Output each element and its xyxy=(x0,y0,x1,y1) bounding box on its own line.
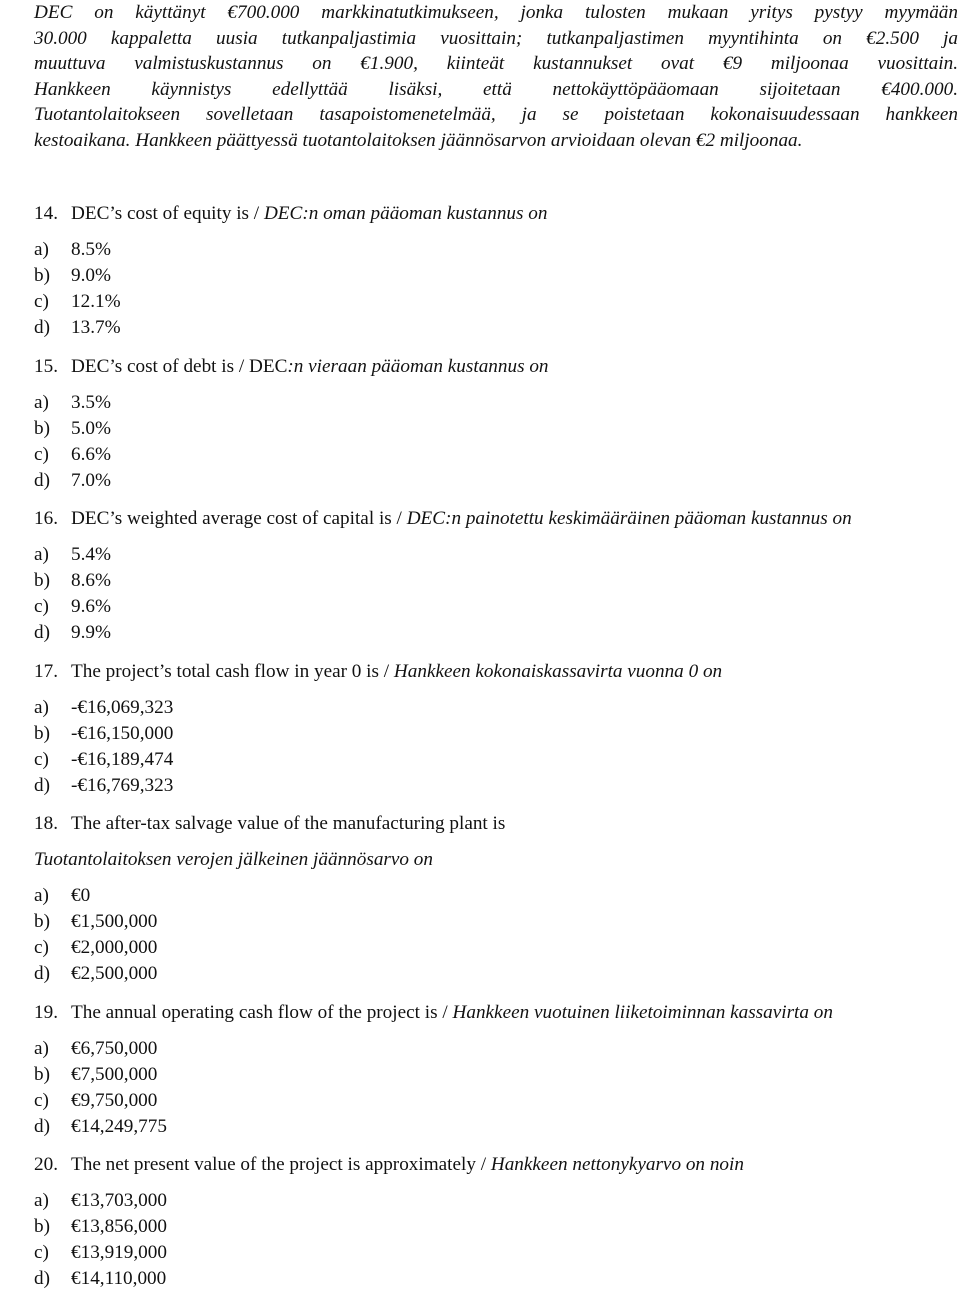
question-finnish: DEC:n painotettu keskimääräinen pääoman kustannus on xyxy=(406,508,852,529)
option-letter: c) xyxy=(34,1090,49,1111)
option-list xyxy=(34,237,958,341)
option-c xyxy=(34,289,958,315)
option-text: -€16,150,000 xyxy=(71,723,174,744)
question-english: The net present value of the project is approximately / xyxy=(71,1154,491,1175)
question-english: DEC’s weighted average cost of capital is / xyxy=(71,508,407,529)
question-19 xyxy=(34,1000,958,1140)
option-c xyxy=(34,747,958,773)
option-text: 6.6% xyxy=(71,444,111,465)
option-text: €14,249,775 xyxy=(71,1116,167,1137)
question-title xyxy=(34,506,958,532)
intro-line: Tuotantolaitokseen sovelletaan tasapoistomenetelmää, ja se poistetaan kokonaisuudessaan hankkeen xyxy=(34,104,958,126)
option-a xyxy=(34,695,958,721)
option-a xyxy=(34,883,958,909)
option-a xyxy=(34,542,958,568)
question-number: 18. xyxy=(34,813,58,834)
option-b xyxy=(34,263,958,289)
question-number: 14. xyxy=(34,203,58,224)
option-list xyxy=(34,1188,958,1292)
option-letter: c) xyxy=(34,444,49,465)
question-number: 16. xyxy=(34,508,58,529)
option-b xyxy=(34,1062,958,1088)
option-d xyxy=(34,773,958,799)
option-list xyxy=(34,390,958,494)
option-letter: b) xyxy=(34,1216,50,1237)
option-text: €13,919,000 xyxy=(71,1242,167,1263)
option-letter: c) xyxy=(34,596,49,617)
option-text: €2,500,000 xyxy=(71,963,158,984)
option-c xyxy=(34,935,958,961)
option-text: 8.5% xyxy=(71,239,111,260)
intro-line: Hankkeen käynnistys edellyttää lisäksi, että nettokäyttöpääomaan sijoitetaan €400.000. xyxy=(34,78,958,100)
question-english: DEC’s cost of debt is / DEC xyxy=(71,356,288,377)
option-text: 3.5% xyxy=(71,392,111,413)
option-text: 9.6% xyxy=(71,596,111,617)
option-text: -€16,069,323 xyxy=(71,697,174,718)
option-letter: d) xyxy=(34,470,50,491)
option-text: €0 xyxy=(71,885,91,906)
question-english: DEC’s cost of equity is / xyxy=(71,203,264,224)
question-english: The annual operating cash flow of the project is / xyxy=(71,1002,453,1023)
question-finnish: Hankkeen nettonykyarvo on noin xyxy=(490,1154,744,1175)
option-text: 9.0% xyxy=(71,265,111,286)
question-english: The project’s total cash flow in year 0 is / xyxy=(71,661,394,682)
option-letter: b) xyxy=(34,723,50,744)
question-title xyxy=(34,201,958,227)
option-text: €13,703,000 xyxy=(71,1190,167,1211)
question-number: 19. xyxy=(34,1002,58,1023)
option-text: €6,750,000 xyxy=(71,1038,158,1059)
question-finnish: Hankkeen kokonaiskassavirta vuonna 0 on xyxy=(393,661,723,682)
option-c xyxy=(34,1088,958,1114)
option-d xyxy=(34,1114,958,1140)
option-text: 9.9% xyxy=(71,622,111,643)
option-list xyxy=(34,883,958,987)
option-letter: b) xyxy=(34,1064,50,1085)
option-text: -€16,189,474 xyxy=(71,749,174,770)
option-letter: a) xyxy=(34,392,49,413)
option-text: -€16,769,323 xyxy=(71,775,174,796)
option-c xyxy=(34,442,958,468)
option-c xyxy=(34,1240,958,1266)
option-text: €1,500,000 xyxy=(71,911,158,932)
option-text: 12.1% xyxy=(71,291,121,312)
option-a xyxy=(34,1036,958,1062)
question-title xyxy=(34,811,958,837)
option-text: €7,500,000 xyxy=(71,1064,158,1085)
option-b xyxy=(34,1214,958,1240)
question-finnish: :n vieraan pääoman kustannus on xyxy=(287,356,549,377)
option-c xyxy=(34,594,958,620)
option-letter: a) xyxy=(34,697,49,718)
option-letter: d) xyxy=(34,775,50,796)
question-title xyxy=(34,354,958,380)
option-letter: d) xyxy=(34,1116,50,1137)
option-letter: d) xyxy=(34,1268,50,1289)
option-text: €9,750,000 xyxy=(71,1090,158,1111)
option-b xyxy=(34,721,958,747)
option-list xyxy=(34,542,958,646)
option-letter: b) xyxy=(34,418,50,439)
option-letter: d) xyxy=(34,622,50,643)
option-d xyxy=(34,620,958,646)
intro-paragraph xyxy=(34,0,958,154)
question-number: 17. xyxy=(34,661,58,682)
question-17 xyxy=(34,659,958,799)
option-d xyxy=(34,1266,958,1292)
option-letter: a) xyxy=(34,885,49,906)
question-title xyxy=(34,1000,958,1026)
intro-line: muuttuva valmistuskustannus on €1.900, kiinteät kustannukset ovat €9 miljoonaa vuosittain. xyxy=(34,53,958,75)
document-page xyxy=(34,0,958,1289)
option-text: 13.7% xyxy=(71,317,121,338)
intro-line: 30.000 kappaletta uusia tutkanpaljastimia vuosittain; tutkanpaljastimen myyntihinta on €2.500 ja xyxy=(34,27,958,49)
option-letter: a) xyxy=(34,239,49,260)
question-title xyxy=(34,659,958,685)
question-finnish: Hankkeen vuotuinen liiketoiminnan kassavirta on xyxy=(452,1002,833,1023)
question-finnish-subtitle: Tuotantolaitoksen verojen jälkeinen jäännösarvo on xyxy=(34,849,433,870)
option-b xyxy=(34,416,958,442)
option-text: €13,856,000 xyxy=(71,1216,167,1237)
option-text: €2,000,000 xyxy=(71,937,158,958)
option-a xyxy=(34,390,958,416)
question-18 xyxy=(34,811,958,987)
option-d xyxy=(34,315,958,341)
question-title xyxy=(34,1152,958,1178)
option-text: 5.0% xyxy=(71,418,111,439)
option-letter: c) xyxy=(34,749,49,770)
option-b xyxy=(34,909,958,935)
option-b xyxy=(34,568,958,594)
option-letter: a) xyxy=(34,544,49,565)
option-letter: a) xyxy=(34,1038,49,1059)
option-list xyxy=(34,1036,958,1140)
option-a xyxy=(34,237,958,263)
option-letter: b) xyxy=(34,911,50,932)
intro-line: kestoaikana. Hankkeen päättyessä tuotantolaitoksen jäännösarvon arvioidaan olevan €2 miljoonaa. xyxy=(34,129,803,151)
option-text: 8.6% xyxy=(71,570,111,591)
option-text: €14,110,000 xyxy=(71,1268,167,1289)
option-text: 5.4% xyxy=(71,544,111,565)
option-letter: d) xyxy=(34,963,50,984)
option-letter: c) xyxy=(34,1242,49,1263)
option-a xyxy=(34,1188,958,1214)
question-number: 20. xyxy=(34,1154,58,1175)
option-text: 7.0% xyxy=(71,470,111,491)
option-list xyxy=(34,695,958,799)
question-15 xyxy=(34,354,958,494)
option-d xyxy=(34,961,958,987)
option-letter: b) xyxy=(34,265,50,286)
question-16 xyxy=(34,506,958,646)
question-20 xyxy=(34,1152,958,1292)
question-14 xyxy=(34,201,958,341)
option-letter: d) xyxy=(34,317,50,338)
option-letter: c) xyxy=(34,937,49,958)
question-english: The after-tax salvage value of the manufacturing plant is xyxy=(71,813,506,834)
option-letter: b) xyxy=(34,570,50,591)
option-d xyxy=(34,468,958,494)
question-finnish: DEC:n oman pääoman kustannus on xyxy=(263,203,548,224)
option-letter: c) xyxy=(34,291,49,312)
intro-line: DEC on käyttänyt €700.000 markkinatutkimukseen, jonka tulosten mukaan yritys pystyy myymään xyxy=(34,2,958,23)
option-letter: a) xyxy=(34,1190,49,1211)
question-number: 15. xyxy=(34,356,58,377)
